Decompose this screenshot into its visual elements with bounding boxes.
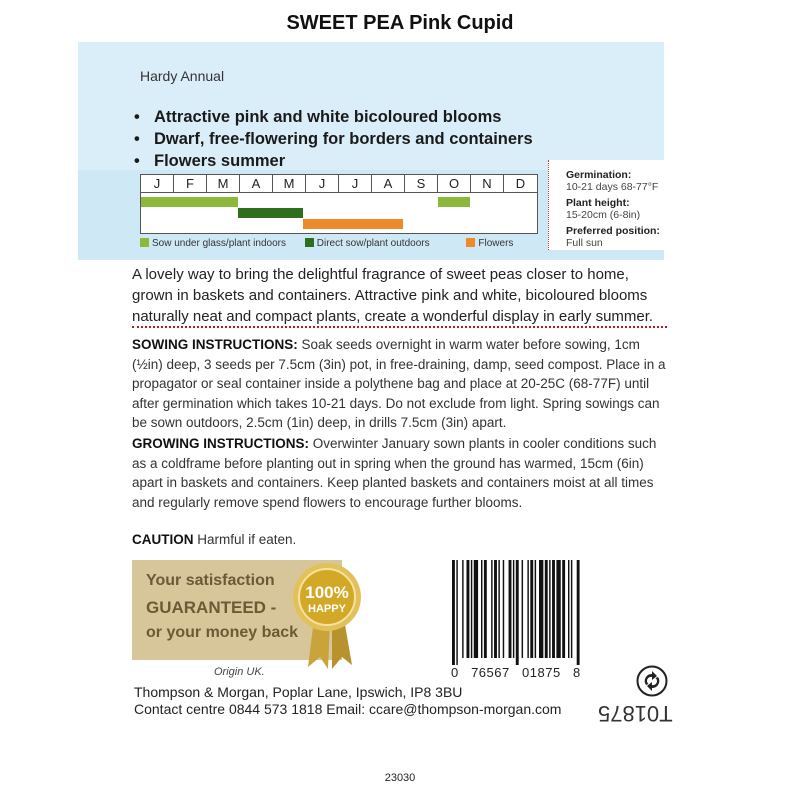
- sowing-instructions: SOWING INSTRUCTIONS: Soak seeds overnight in warm water before sowing, 1cm (½in) deep, 3 seeds per 7.5cm (3in) pot, in free-draining, damp, seed compost. Place in a propagator or seal container inside a polythene bag and place at 20-25C (68-77F) until after germination which takes 10-21 days. Do not exclude from light. Spring sowings can be sown outdoors, 2.5cm (1in) deep, in drills 7.5cm (3in) apart.: [132, 337, 666, 430]
- feature-item: • Flowers summer: [134, 150, 533, 172]
- preferred-position-value: Full sun: [566, 237, 603, 249]
- barcode-bar: [452, 560, 455, 665]
- feature-list: [134, 106, 533, 172]
- guarantee-line-1: Your satisfaction: [146, 572, 275, 589]
- barcode-bar: [509, 560, 512, 658]
- badge-happy: HAPPY: [308, 603, 346, 615]
- barcode-bar: [513, 560, 514, 658]
- barcode-bar: [471, 560, 472, 658]
- page-title: SWEET PEA Pink Cupid: [286, 12, 514, 34]
- barcode-bar: [571, 560, 572, 658]
- barcode-bar: [481, 560, 482, 658]
- origin-label: Origin UK.: [214, 666, 265, 678]
- barcode-bar: [462, 560, 463, 658]
- guarantee-line-2: GUARANTEED -: [146, 598, 277, 617]
- month-feb: F: [174, 175, 207, 193]
- plant-type: Hardy Annual: [140, 68, 225, 84]
- month-jun: J: [306, 175, 339, 193]
- sowing-calendar: [140, 174, 538, 234]
- barcode-bar: [456, 560, 457, 665]
- feature-item: • Attractive pink and white bicoloured blooms: [134, 106, 533, 128]
- barcode-bar: [491, 560, 492, 658]
- barcode-bar: [562, 560, 565, 658]
- direct-sow-bar: [238, 208, 303, 218]
- month-apr: A: [240, 175, 273, 193]
- barcode-bar: [494, 560, 497, 658]
- contact-details: Contact centre 0844 573 1818 Email: ccare@thompson-morgan.com: [134, 701, 562, 717]
- month-jan: J: [141, 175, 174, 193]
- germination-value: 10-21 days 68-77°F: [566, 181, 659, 193]
- legend-direct-sow: Direct sow/plant outdoors: [305, 238, 430, 249]
- product-code: T01875: [598, 701, 673, 726]
- month-nov: N: [471, 175, 504, 193]
- flowers-bar: [303, 219, 403, 229]
- barcode-bar: [549, 560, 550, 658]
- product-description: A lovely way to bring the delightful fragrance of sweet peas closer to home, grown in baskets and containers. Attractive pink and white, bicoloured blooms naturally neat and compact plants, create a wonderful display in early summer.: [132, 266, 654, 325]
- calendar-legend: [140, 238, 515, 249]
- caution-note: CAUTION Harmful if eaten.: [132, 532, 297, 547]
- barcode-bar: [474, 560, 478, 658]
- germination-label: Germination:: [566, 169, 632, 181]
- sow-under-glass-bar-jan-mar: [141, 197, 238, 207]
- barcode-bar: [535, 560, 536, 658]
- month-aug: A: [372, 175, 405, 193]
- legend-flowers: Flowers: [466, 238, 513, 249]
- barcode-bar: [539, 560, 543, 658]
- footer-number: 23030: [384, 772, 416, 784]
- barcode-bar: [556, 560, 560, 658]
- plant-height-value: 15-20cm (6-8in): [566, 209, 641, 221]
- preferred-position-label: Preferred position:: [566, 225, 660, 237]
- growing-instructions: GROWING INSTRUCTIONS: Overwinter January sown plants in cooler conditions such as a coldframe before planting out in spring when the ground has warmed, 15cm (6in) apart in baskets and containers. Keep planted baskets and containers moist at all times and regularly remove spend flowers to encourage further blooms.: [132, 436, 657, 510]
- plant-height-label: Plant height:: [566, 197, 630, 209]
- barcode-bar: [545, 560, 548, 658]
- month-dec: D: [504, 175, 537, 193]
- feature-item: • Dwarf, free-flowering for borders and containers: [134, 128, 533, 150]
- barcode-bar: [522, 560, 523, 658]
- barcode: [452, 560, 612, 665]
- barcode-bar: [552, 560, 555, 658]
- legend-sow-under-glass: Sow under glass/plant indoors: [140, 238, 286, 249]
- divider: [132, 326, 667, 328]
- badge-percent: 100%: [305, 583, 349, 602]
- month-mar: M: [207, 175, 240, 193]
- barcode-bar: [577, 560, 580, 665]
- barcode-bar: [530, 560, 533, 658]
- barcode-number: 0 76567 01875 8: [451, 665, 581, 680]
- barcode-bar: [516, 560, 519, 665]
- recycle-icon: [636, 665, 668, 697]
- month-may: M: [273, 175, 306, 193]
- month-oct: O: [438, 175, 471, 193]
- happy-rosette-badge: [292, 561, 362, 671]
- guarantee-line-3: or your money back: [146, 624, 299, 641]
- barcode-bar: [498, 560, 499, 658]
- company-address: Thompson & Morgan, Poplar Lane, Ipswich, IP8 3BU: [134, 684, 463, 700]
- barcode-bar: [568, 560, 569, 658]
- barcode-bar: [503, 560, 504, 658]
- barcode-bar: [527, 560, 528, 658]
- sow-under-glass-bar-oct: [438, 197, 470, 207]
- month-sep: S: [405, 175, 438, 193]
- barcode-bar: [467, 560, 470, 658]
- month-jul: J: [339, 175, 372, 193]
- barcode-bar: [484, 560, 487, 658]
